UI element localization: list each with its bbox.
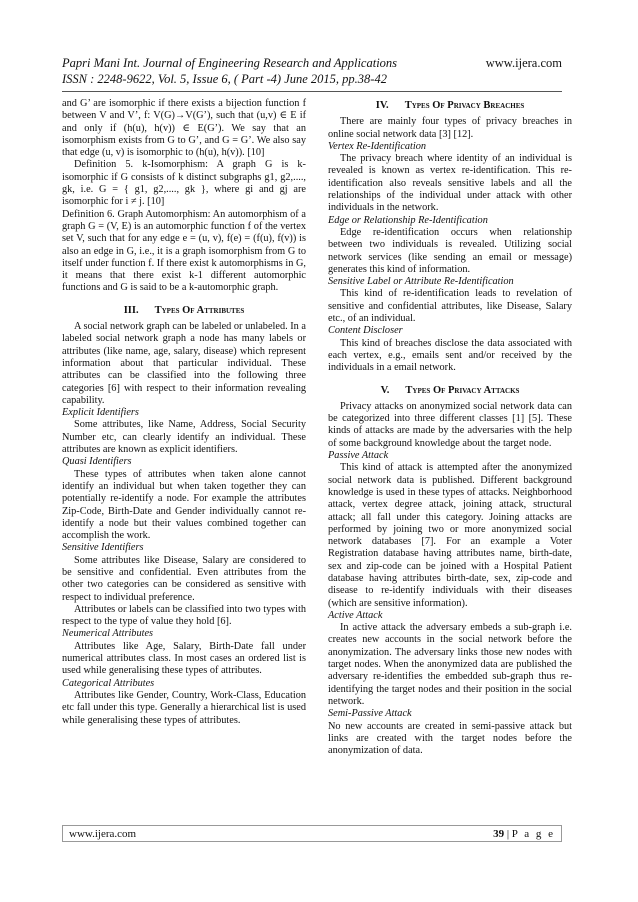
subheading-explicit-identifiers: Explicit Identifiers bbox=[62, 407, 139, 419]
paragraph-active-attack: In active attack the adversary embeds a sub-graph i.e. creates new accounts in the social network before the anonymization. The adversary links those new nodes with target nodes. When the anonymized data are published the adversary re-identifies the embedded sub-graph thus re-identifying the target nodes and their position in the social network. bbox=[328, 622, 572, 707]
section-title: Types Of Privacy Attacks bbox=[405, 384, 520, 396]
page-separator: | bbox=[504, 827, 512, 840]
journal-title: Papri Mani Int. Journal of Engineering Research and Applications bbox=[62, 56, 398, 70]
paragraph-attributes-intro: A social network graph can be labeled or unlabeled. In a labeled social network graph a node has many labels or attributes (like name, age, salary, disease) which represent information about that particular individual. These attributes can be classified into the following three categories [6] with respect to their information revealing capability. bbox=[62, 321, 306, 406]
page-header bbox=[62, 55, 562, 87]
paragraph-attribute-types: Attributes or labels can be classified into two types with respect to the type of value they hold [6]. bbox=[62, 603, 306, 628]
paragraph-categorical-attributes: Attributes like Gender, Country, Work-Class, Education etc fall under this type. Generally a hierarchical list is used while generalising these types of attributes. bbox=[62, 689, 306, 726]
section-heading-privacy-attacks bbox=[328, 385, 572, 397]
section-number: V. bbox=[380, 384, 390, 396]
right-column bbox=[328, 98, 572, 757]
section-title: Types Of Attributes bbox=[154, 304, 245, 316]
paragraph-definition-5: Definition 5. k-Isomorphism: A graph G is k-isomorphic if G consists of k distinct subgraphs g1, g2,...., gk, i.e. G = { g1, g2,...., gk }, where gi and gj are isomorphic for i ≠ j. [10] bbox=[62, 159, 306, 208]
paragraph-passive-attack: This kind of attack is attempted after the anonymized social network data is published. Different background knowledge is used in these types of attacks. Neighborhood attack, vertex degree attack, joining attack, structural attack; all fall under this category. Joining attacks are performed by joining two or more anonymized social network databases [7]. For an example a Voter Registration database having attributes name, birth-date, sex and zip-code can be joined with a Hospital Patient database having attributes birth-date, sex, zip-code and disease to re-identify individuals with their diseases (which are sensitive information). bbox=[328, 462, 572, 609]
subheading-content-discloser: Content Discloser bbox=[328, 325, 403, 337]
subheading-sensitive-identifiers: Sensitive Identifiers bbox=[62, 542, 144, 554]
subheading-vertex-reidentification: Vertex Re-Identification bbox=[328, 140, 427, 152]
issn-line: ISSN : 2248-9622, Vol. 5, Issue 6, ( Part -4) June 2015, pp.38-42 bbox=[62, 72, 387, 86]
subheading-sensitive-label: Sensitive Label or Attribute Re-Identification bbox=[328, 276, 514, 288]
header-rule bbox=[62, 91, 562, 92]
page-word: P a g e bbox=[511, 827, 555, 840]
subheading-quasi-identifiers: Quasi Identifiers bbox=[62, 456, 132, 468]
section-title: Types Of Privacy Breaches bbox=[404, 100, 525, 111]
section-number: III. bbox=[123, 304, 139, 316]
paragraph-sensitive-identifiers: Some attributes like Disease, Salary are considered to be sensitive and confidential. Even attributes from the other two categories can be considered as sensitive with respect to individual preference. bbox=[62, 554, 306, 603]
paragraph-quasi-identifiers: These types of attributes when taken alone cannot identify an individual but when taken together they can potentially re-identify a node. For example the attributes Zip-Code, Birth-Date and Gender individually cannot re-identify a node but their values combined together can accomplish the work. bbox=[62, 468, 306, 542]
paragraph-content-discloser: This kind of breaches disclose the data associated with each vertex, e.g., emails sent and/or received by the individuals in a email network. bbox=[328, 337, 572, 374]
paragraph-attacks-intro: Privacy attacks on anonymized social network data can be categorized into three different classes [1] [5]. These kinds of attacks are made by the adversaries with the help of some background knowledge about the target node. bbox=[328, 400, 572, 449]
subheading-edge-reidentification: Edge or Relationship Re-Identification bbox=[328, 214, 488, 226]
paragraph-sensitive-label: This kind of re-identification leads to revelation of sensitive and confidential attributes, like Disease, Salary etc., of an individual. bbox=[328, 288, 572, 325]
subheading-passive-attack: Passive Attack bbox=[328, 450, 389, 462]
paragraph-breaches-intro: There are mainly four types of privacy breaches in online social network data [3] [12]. bbox=[328, 116, 572, 140]
paragraph-edge-reidentification: Edge re-identification occurs when relationship between two individuals is revealed. Utilizing social network services (like sending an email or message) generates this kind of information. bbox=[328, 226, 572, 275]
footer-url[interactable]: www.ijera.com bbox=[69, 827, 137, 840]
page-number-value: 39 bbox=[493, 827, 505, 840]
left-column bbox=[62, 98, 306, 727]
paragraph-semi-passive-attack: No new accounts are created in semi-passive attack but links are created with the target nodes before the anonymization of data. bbox=[328, 720, 572, 757]
paragraph-isomorphism: and G’ are isomorphic if there exists a bijection function f between V and V’, f: V(G)→V(G’), such that (u,v) ∈ E if and only if (h(u), h(v)) ∈ E(G’). We say that an isomorphism exists from G to G’, and G = G’. We also say that edge (u, v) is isomorphic to (h(u), h(v)). [10] bbox=[62, 98, 306, 159]
paragraph-numerical-attributes: Attributes like Age, Salary, Birth-Date fall under numerical attributes class. In most cases an ordered list is used while generalising these types of attributes. bbox=[62, 640, 306, 677]
section-heading-attributes bbox=[62, 305, 306, 317]
paragraph-explicit-identifiers: Some attributes, like Name, Address, Social Security Number etc, can clearly identify an individual. These attributes are known as explicit identifiers. bbox=[62, 419, 306, 456]
subheading-active-attack: Active Attack bbox=[328, 609, 383, 621]
paragraph-definition-6: Definition 6. Graph Automorphism: An automorphism of a graph G = (V, E) is an automorphic function f of the vertex set V, such that for any edge e = (u, v), f(e) = (f(u), f(v)) is also an edge in G, i.e., it is a graph isomorphism from G to itself under function f. If there exist k automorphisms in G, it means that there exist k-1 different automorphic functions and G is said to be a k-automorphic graph. bbox=[62, 208, 306, 294]
subheading-numerical-attributes: Neumerical Attributes bbox=[62, 628, 154, 640]
page-footer bbox=[62, 825, 562, 842]
header-url[interactable]: www.ijera.com bbox=[485, 56, 562, 70]
paragraph-vertex-reidentification: The privacy breach where identity of an individual is revealed is known as vertex re-identification. This re-identification also reveals sensitive labels and all the relationships of the individual under attack with other individuals in the network. bbox=[328, 153, 572, 214]
section-heading-privacy-breaches bbox=[328, 100, 572, 112]
page-number bbox=[493, 828, 555, 840]
subheading-categorical-attributes: Categorical Attributes bbox=[62, 677, 155, 689]
section-number: IV. bbox=[375, 100, 389, 111]
subheading-semi-passive-attack: Semi-Passive Attack bbox=[328, 708, 412, 720]
